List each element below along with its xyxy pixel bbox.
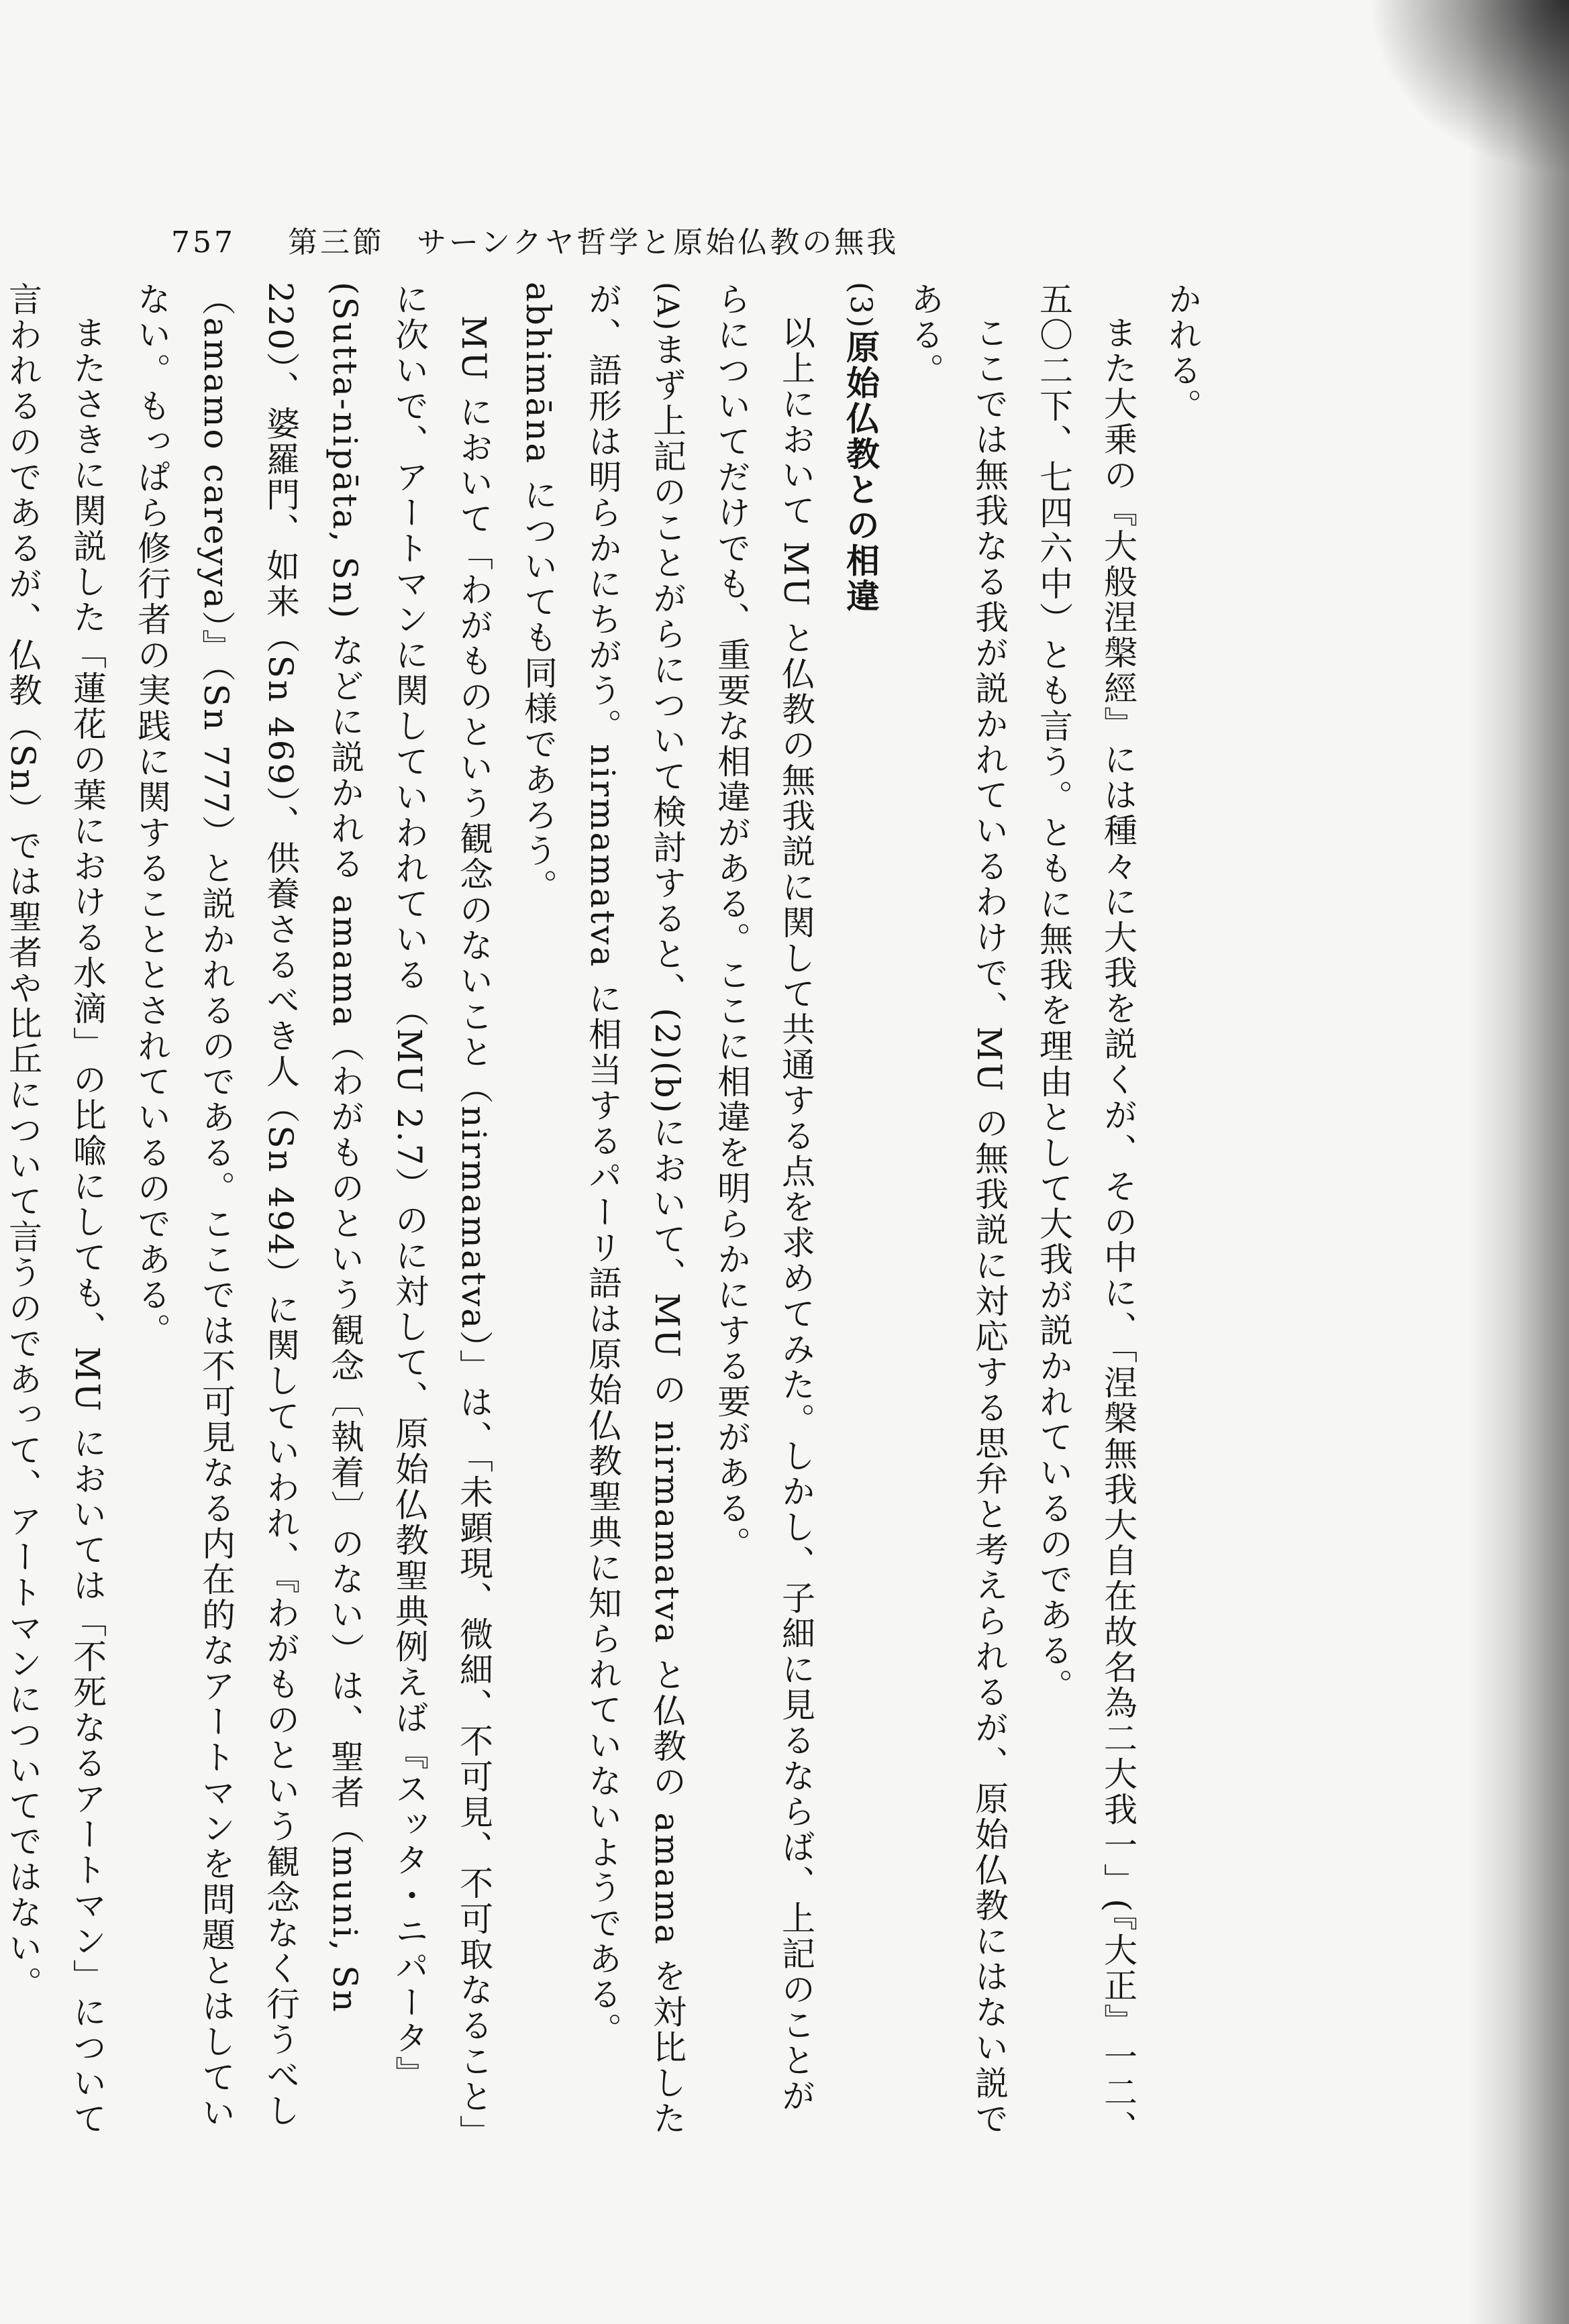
- section-heading: [828, 282, 893, 2147]
- paragraph: ここでは無我なる我が説かれているわけで、MU の無我説に対応する思弁と考えられるが、原始仏教にはない説である。: [905, 282, 1009, 2137]
- chapter-title: 第三節 サーンクヤ哲学と原始仏教の無我: [287, 225, 899, 260]
- page-number: 757: [171, 225, 236, 260]
- running-head: [171, 218, 899, 261]
- section-number: (3): [844, 282, 878, 330]
- subsection-label: (A): [650, 282, 685, 333]
- paragraph: かれる。: [1163, 282, 1202, 424]
- paragraph: またさきに関説した「蓮花の葉における水滴」の比喩にしても、MU においては「不死なるアートマン」について言われるのであるが、仏教（Sn）では聖者や比丘について言うのであって、アートマンについてではない。: [3, 282, 107, 2137]
- paragraph: [506, 282, 699, 2147]
- paragraph-text: まず上記のことがらについて検討すると、(2)(b)において、MU の nirmamatva と仏教の amama を対比したが、語形は明らかにちがう。nirmamatva に相当するパーリ語は原始仏教聖典に知られていないようである。abhimāna についても同様であろう。: [519, 282, 687, 2137]
- paragraph: 以上において MU と仏教の無我説に関して共通する点を求めてみた。しかし、子細に見るならば、上記のことがらについてだけでも、重要な相違がある。ここに相違を明らかにする要がある。: [712, 282, 815, 2115]
- section-title: 原始仏教との相違: [841, 329, 880, 615]
- paragraph: MU において「わがものという観念のないこと（nirmamatva）」は、「未顕現、微細、不可見、不可取なること」に次いで、アートマンに関していわれている（MU 2.7）のに対して、原始仏教聖典例えば『スッタ・ニパータ』(Sutta-nipāta, Sn) などに説かれる amama（わがものという観念〔執着〕のない）は、聖者（muni, Sn 220）、婆羅門、如来（Sn 469）、供養さるべき人（Sn 494）に関していわれ、『わがものという観念なく行うべし（amamo careyya）』（Sn 777）と説かれるのである。ここでは不可見なる内在的なアートマンを問題とはしていない。もっぱら修行者の実践に関することとされているのである。: [132, 282, 493, 2133]
- body-text: [3, 282, 1215, 2147]
- scan-shadow-corner: [1368, 0, 1569, 174]
- scan-shadow-edge: [1468, 0, 1569, 2324]
- paragraph: また大乗の『大般涅槃經』には種々に大我を説くが、その中に、「涅槃無我大自在故名為二大我一」(『大正』一二、五〇二下、七四六中）とも言う。ともに無我を理由として大我が説かれているのである。: [1034, 282, 1137, 2146]
